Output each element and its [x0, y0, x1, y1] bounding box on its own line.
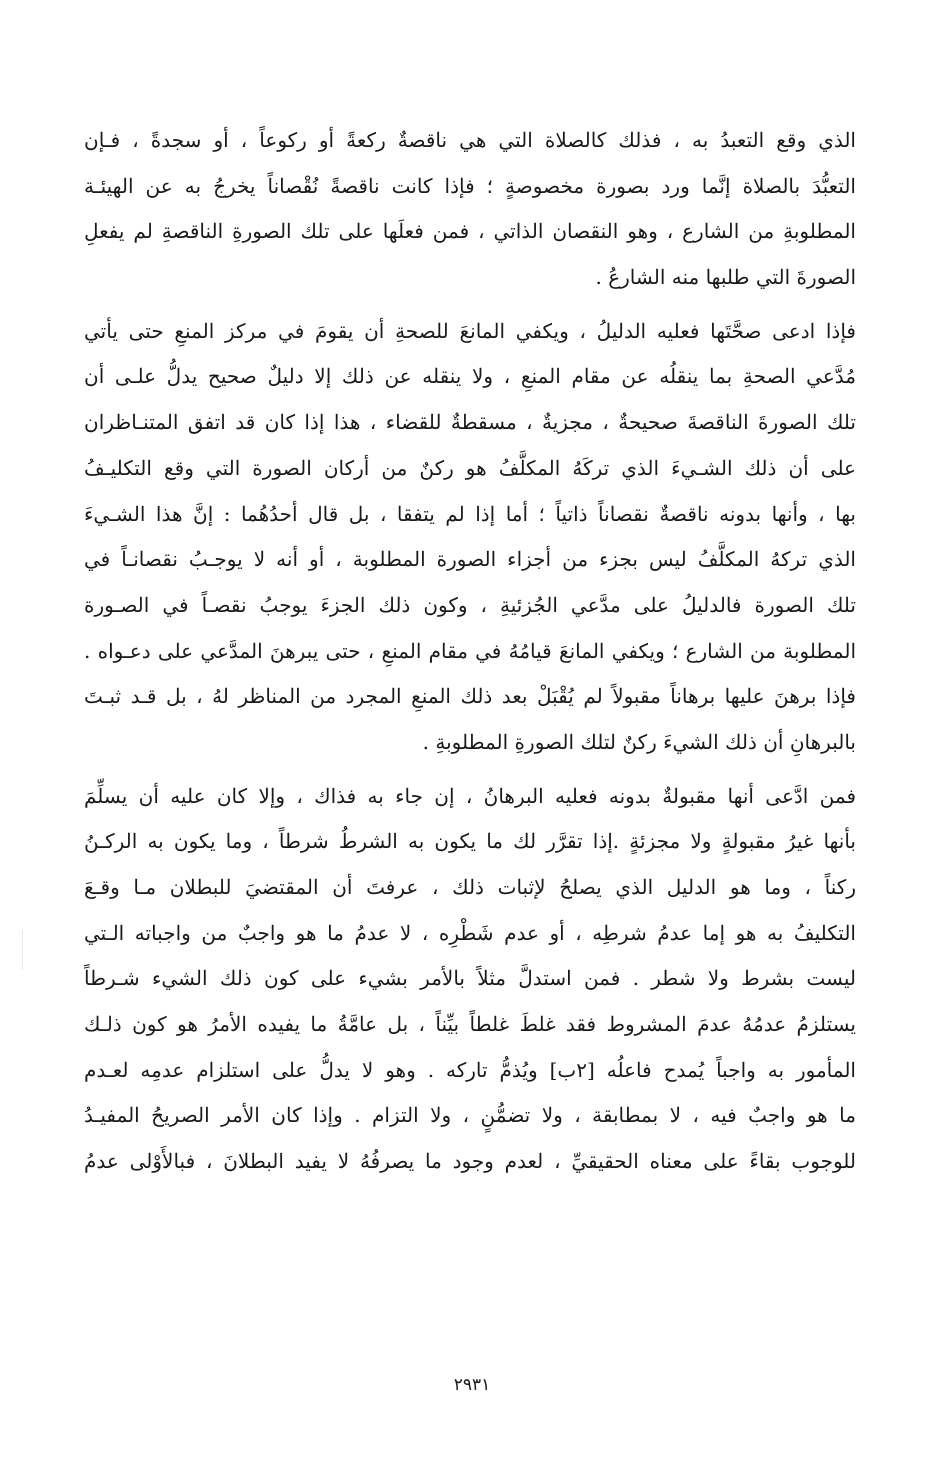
- paragraph-3: [84, 774, 856, 1185]
- scan-margin-mark: [22, 930, 23, 970]
- text-line: على أن ذلك الشـيءَ الذي تركَهُ المكلَّفُ هو ركنٌ من أركان الصورة التي وقع التكليـفُ: [84, 455, 856, 480]
- paragraph-1: [84, 118, 856, 301]
- text-line: ركناً ، وما هو الدليل الذي يصلحُ لإثبات ذلك ، عرفتَ أن المقتضيَ للبطلان مـا وقـعَ: [84, 875, 856, 899]
- text-line: الذي وقع التعبدُ به ، فذلك كالصلاة التي هي ناقصةٌ ركعةً أو ركوعاً ، أو سجدةً ، فـإن: [84, 128, 856, 152]
- text-line: المطلوبة من الشارع ؛ ويكفي المانعَ قيامُهُ في مقام المنعِ ، حتى يبرهنَ المدَّعي على دعـواه .: [84, 638, 856, 663]
- text-line: المطلوبةِ من الشارع ، وهو النقصان الذاتي ، فمن فعلَها على تلك الصورةِ الناقصةِ لم يفعلِ: [84, 219, 856, 244]
- text-line: التكليفُ به هو إما عدمُ شرطِه ، أو عدم شَطْرِه ، لا عدمُ ما هو واجبٌ من واجباته الـتي: [84, 920, 856, 945]
- text-line: يستلزمُ عدمُهُ عدمَ المشروط فقد غلطَ غلطاً بيِّناً ، بل عامَّةُ ما يفيده الأمرُ هو كون ذلـك: [84, 1012, 856, 1037]
- paragraph-gap: [84, 301, 856, 309]
- text-line: تلك الصورة فالدليلُ على مدَّعي الجُزئيةِ ، وكون ذلك الجزءَ يوجبُ نقصـاً في الصـورة: [84, 592, 856, 617]
- page-number: ٢٩٣١: [453, 1375, 491, 1395]
- text-line: ما هو واجبٌ فيه ، لا بمطابقة ، ولا تضمُّنٍ ، ولا التزام . وإذا كان الأمر الصريحُ المفيـدُ: [84, 1103, 856, 1128]
- paragraph-2: [84, 309, 856, 766]
- paragraph-gap: [84, 766, 856, 774]
- text-line: فإذا برهنَ عليها برهاناً مقبولاً لم يُقْبَلْ بعد ذلك المنعِ المجرد من المناظر لهُ ، بل قـد ثبـتَ: [84, 684, 856, 709]
- text-line: بها ، وأنها بدونه ناقصةٌ نقصاناً ذاتياً ؛ أما إذا لم يتفقا ، بل قال أحدُهُما : إنَّ هذا الشـيءَ: [84, 501, 856, 526]
- text-line: ليست بشرط ولا شطر . فمن استدلَّ مثلاً بالأمر بشيء على كون ذلك الشيء شـرطاً: [84, 966, 856, 991]
- body-text: [84, 118, 856, 1185]
- text-line: الصورةَ التي طلبها منه الشارعُ .: [595, 265, 856, 290]
- text-line: للوجوب بقاءً على معناه الحقيقيِّ ، لعدم وجود ما يصرفُهُ لا يفيد البطلانَ ، فبالأَوْلى عدمُ: [84, 1149, 856, 1174]
- text-line: بالبرهانِ أن ذلك الشيءَ ركنٌ لتلك الصورةِ المطلوبةِ .: [422, 729, 856, 754]
- text-line: بأنها غيرُ مقبولةٍ ولا مجزئةٍ .إذا تقرَّر لك ما يكون به الشرطُ شرطاً ، وما يكون به الركـنُ: [84, 829, 856, 854]
- text-line: فإذا ادعى صحَّتَها فعليه الدليلُ ، ويكفي المانعَ للصحةِ أن يقومَ في مركز المنعِ حتى يأتي: [84, 318, 856, 343]
- text-line: مُدَّعي الصحةِ بما ينقلُه عن مقام المنعِ ، ولا ينقله عن ذلك إلا دليلٌ صحيح يدلُّ علـى أن: [84, 364, 856, 389]
- text-line: تلك الصورةَ الناقصةَ صحيحةٌ ، مجزيةٌ ، مسقطةٌ للقضاء ، هذا إذا كان قد اتفق المتنـاظران: [84, 410, 856, 435]
- text-line: فمن ادَّعى أنها مقبولةٌ بدونه فعليه البرهانُ ، إن جاء به فذاك ، وإلا كان عليه أن يسلِّمَ: [84, 783, 856, 808]
- text-line: المأمور به واجباً يُمدح فاعلُه [٢ب] ويُذمُّ تاركه . وهو لا يدلُّ على استلزام عدمِه لعـدم: [84, 1057, 856, 1082]
- text-line: التعبُّدَ بالصلاة إنَّما ورد بصورة مخصوصةٍ ؛ فإذا كانت ناقصةً نُقْصاناً يخرجُ به عن الهيئـة: [84, 173, 856, 198]
- text-line: الذي تركهُ المكلَّفُ ليس بجزء من أجزاء الصورة المطلوبة ، أو أنه لا يوجـبُ نقصانـاً في: [84, 547, 856, 572]
